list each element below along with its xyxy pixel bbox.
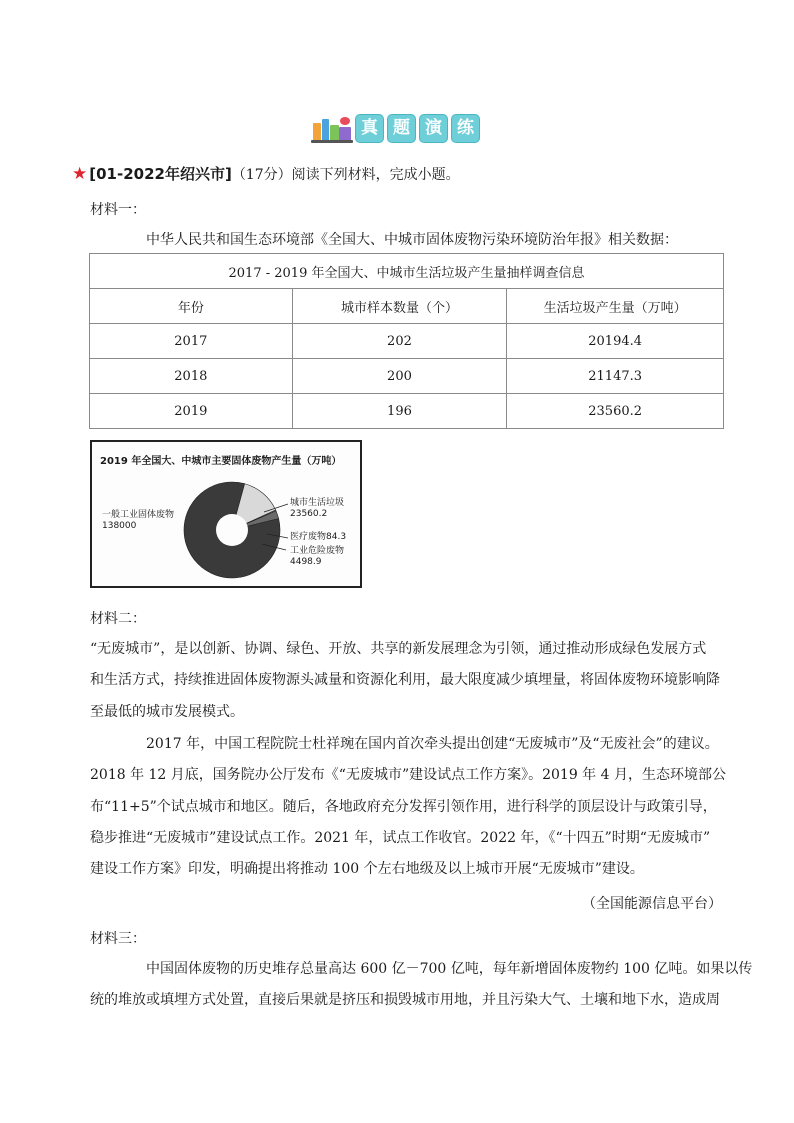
material1-label: 材料一： bbox=[90, 202, 146, 218]
title-char: 真 bbox=[355, 114, 384, 143]
table-header: 生活垃圾产生量（万吨） bbox=[507, 289, 724, 324]
paragraph-line: 中国固体废物的历史堆存总量高达 600 亿－700 亿吨，每年新增固体废物约 100 亿吨。如果以传 bbox=[146, 961, 753, 977]
table-cell: 202 bbox=[292, 324, 507, 359]
paragraph-line: 统的堆放或填埋方式处置，直接后果就是挤压和损毁城市用地，并且污染大气、土壤和地下水，造成周 bbox=[90, 992, 720, 1009]
paragraph-line: 2017 年，中国工程院院士杜祥琬在国内首次牵头提出创建“无废城市”及“无废社会”的建议。 bbox=[146, 736, 719, 752]
donut-hole bbox=[216, 514, 248, 546]
category-label: 一般工业固体废物 bbox=[102, 510, 175, 520]
question-instruction: （17分）阅读下列材料，完成小题。 bbox=[231, 167, 460, 183]
table-row bbox=[90, 324, 724, 359]
table-header: 城市样本数量（个） bbox=[292, 289, 507, 324]
table-header: 年份 bbox=[90, 289, 293, 324]
value-label: 84.3 bbox=[326, 532, 347, 542]
section-title bbox=[355, 114, 480, 143]
paragraph-line: 建设工作方案》印发，明确提出将推动 100 个左右地级及以上城市开展“无废城市”建设。 bbox=[90, 861, 644, 878]
table-header-row bbox=[90, 289, 724, 324]
books-icon bbox=[311, 113, 353, 143]
source-citation: （全国能源信息平台） bbox=[582, 896, 722, 912]
value-label: 138000 bbox=[102, 521, 137, 531]
table-row bbox=[90, 394, 724, 429]
question-heading bbox=[72, 163, 460, 184]
table-cell: 196 bbox=[292, 394, 507, 429]
paragraph-line: 至最低的城市发展模式。 bbox=[90, 703, 244, 720]
table-cell: 2017 bbox=[90, 324, 293, 359]
title-char: 题 bbox=[387, 114, 416, 143]
table-cell: 23560.2 bbox=[507, 394, 724, 429]
chart-label-medical bbox=[290, 532, 346, 543]
material2-label: 材料二： bbox=[90, 611, 146, 627]
paragraph-line: “无废城市”，是以创新、协调、绿色、开放、共享的新发展理念为引领，通过推动形成绿色发展方式 bbox=[90, 641, 707, 657]
material3-paragraph bbox=[90, 954, 752, 1017]
star-icon: ★ bbox=[72, 164, 88, 184]
table-cell: 200 bbox=[292, 359, 507, 394]
donut-chart bbox=[90, 440, 362, 588]
category-label: 城市生活垃圾 bbox=[290, 498, 345, 508]
paragraph-line: 稳步推进“无废城市”建设试点工作。2021 年，试点工作收官。2022 年，《“十四五”时期“无废城市” bbox=[90, 829, 711, 846]
chart-label-hazardous bbox=[290, 546, 344, 568]
table-cell: 2019 bbox=[90, 394, 293, 429]
chart-title: 2019 年全国大、中城市主要固体废物产生量（万吨） bbox=[100, 456, 342, 467]
material2-paragraph2 bbox=[90, 729, 726, 885]
paragraph-line: 2018 年 12 月底，国务院办公厅发布《“无废城市”建设试点工作方案》。2019 年 4 月，生态环境部公 bbox=[90, 767, 726, 784]
material1-intro: 中华人民共和国生态环境部《全国大、中城市固体废物污染环境防治年报》相关数据： bbox=[146, 232, 678, 248]
question-source-tag: [01-2022年绍兴市] bbox=[89, 165, 232, 183]
value-label: 4498.9 bbox=[290, 557, 322, 567]
section-header-badge bbox=[311, 112, 483, 144]
chart-label-industrial bbox=[102, 510, 174, 532]
category-label: 工业危险废物 bbox=[290, 546, 345, 556]
value-label: 23560.2 bbox=[290, 509, 328, 519]
paragraph-line: 和生活方式，持续推进固体废物源头减量和资源化利用，最大限度减少填埋量，将固体废物环境影响降 bbox=[90, 672, 720, 689]
table-caption: 2017 - 2019 年全国大、中城市生活垃圾产生量抽样调查信息 bbox=[90, 254, 724, 289]
table-cell: 21147.3 bbox=[507, 359, 724, 394]
title-char: 练 bbox=[451, 114, 480, 143]
table-row bbox=[90, 359, 724, 394]
table-cell: 2018 bbox=[90, 359, 293, 394]
material2-paragraph1 bbox=[90, 634, 720, 728]
chart-label-household bbox=[290, 498, 344, 520]
title-char: 演 bbox=[419, 114, 448, 143]
material3-label: 材料三： bbox=[90, 931, 146, 947]
data-table bbox=[89, 253, 724, 429]
paragraph-line: 布“11+5”个试点城市和地区。随后，各地政府充分发挥引领作用，进行科学的顶层设计与政策引导， bbox=[90, 798, 717, 815]
table-cell: 20194.4 bbox=[507, 324, 724, 359]
category-label: 医疗废物 bbox=[290, 532, 327, 542]
